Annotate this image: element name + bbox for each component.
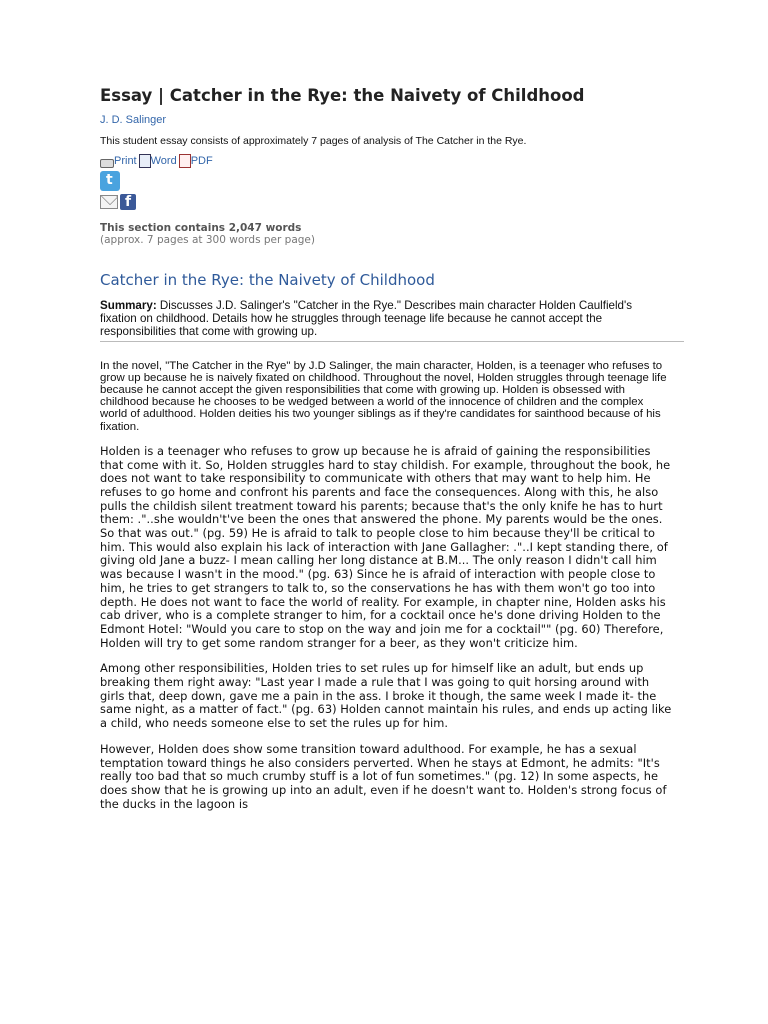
twitter-share-button[interactable] [100,171,120,191]
lead-paragraph: In the novel, "The Catcher in the Rye" by J.D Salinger, the main character, Holden, is a teenager who refuses to grow up because he is naively fixated on childhood. Throughout the novel, Holden struggles through teenage life because he cannot accept the given responsibilities that come with growing up. Holden is obsessed with childhood because he chooses to be wedged between a world of the innocence of children and the complex world of adulthood. Holden deities his two younger siblings as if they're candidates for sainthood because of his fixation. [100,359,667,433]
body-paragraph-1: Holden is a teenager who refuses to grow up because he is afraid of gaining the responsibilities that come with it. So, Holden struggles hard to stay childish. For example, throughout the book, he does not want to take responsibility to communicate with others that may want to help him. He refuses to go home and confront his parents and face the consequences. Along with this, he also pulls the childish silent treatment toward his parents; because that's the only knife he has to hurt them: ."..she wouldn't've been the ones that answered the phone. My parents would be the ones. So that was out." (pg. 59) He is afraid to talk to people close to him because they'll be critical to him. This would also explain his lack of interaction with Jane Gallagher: ."..I kept standing there, of giving old Jane a buzz- I mean calling her long distance at B.M... The only reason I didn't call him was because I wasn't in the mood." (pg. 63) Since he is afraid of interaction with people close to him, he tries to get strangers to talk to, so the conservations he has with them won't go too into depth. He does not want to face the world of reality. For example, in chapter nine, Holden asks his cab driver, who is a complete stranger to him, for a cocktail once he's done driving Holden to the Edmont Hotel: "Would you care to stop on the way and join me for a cocktail"" (pg. 60) Therefore, Holden will try to get some random stranger for a beer, as they won't criticize him. [100,443,671,650]
summary-block [100,299,660,339]
body-paragraph-3: However, Holden does show some transition toward adulthood. For example, he has a sexual temptation toward things he also considers perverted. When he stays at Edmont, he admits: "It's really too bad that so much crumby stuff is a lot of fun sometimes." (pg. 12) In some aspects, he does show that he is growing up into an adult, even if he doesn't want to. Holden's strong focus of the ducks in the lagoon is [100,741,667,811]
printer-icon [100,159,114,168]
share-row [100,193,670,211]
author-link[interactable]: J. D. Salinger [100,114,167,126]
essay-page [100,86,670,811]
facebook-icon: f [125,194,132,210]
download-toolbar [100,154,670,168]
intro-text: This student essay consists of approximately 7 pages of analysis of The Catcher in the Rye. [100,135,527,147]
page-title: Essay | Catcher in the Rye: the Naivety of Childhood [100,86,585,105]
word-count: This section contains 2,047 words [100,222,302,234]
word-label: Word [150,155,177,167]
pdf-label: PDF [190,155,213,167]
word-button[interactable] [139,154,177,168]
word-doc-icon [139,154,151,168]
divider [100,341,684,342]
pdf-icon [179,154,191,168]
pdf-button[interactable] [179,154,213,168]
summary-text: Discusses J.D. Salinger's "Catcher in the Rye." Describes main character Holden Caulfield's fixation on childhood. Details how he struggles through teenage life because he cannot accept the responsibilities that come with growing up. [100,299,633,339]
twitter-icon: t [106,172,113,188]
summary-label: Summary: [100,299,157,312]
word-count-info [100,222,670,246]
facebook-share-button[interactable] [120,194,136,210]
section-heading: Catcher in the Rye: the Naivety of Childhood [100,271,435,289]
email-share-icon[interactable] [100,195,118,209]
print-label: Print [114,155,137,167]
print-button[interactable] [100,155,137,168]
page-estimate: (approx. 7 pages at 300 words per page) [100,234,315,246]
body-paragraph-2: Among other responsibilities, Holden tries to set rules up for himself like an adult, but ends up breaking them right away: "Last year I made a rule that I was going to quit horsing around with girls that, deep down, gave me a pain in the ass. I broke it though, the same week I made it- the same night, as a matter of fact." (pg. 63) Holden cannot maintain his rules, and ends up acting like a child, who needs someone else to set the rules up for him. [100,661,672,731]
